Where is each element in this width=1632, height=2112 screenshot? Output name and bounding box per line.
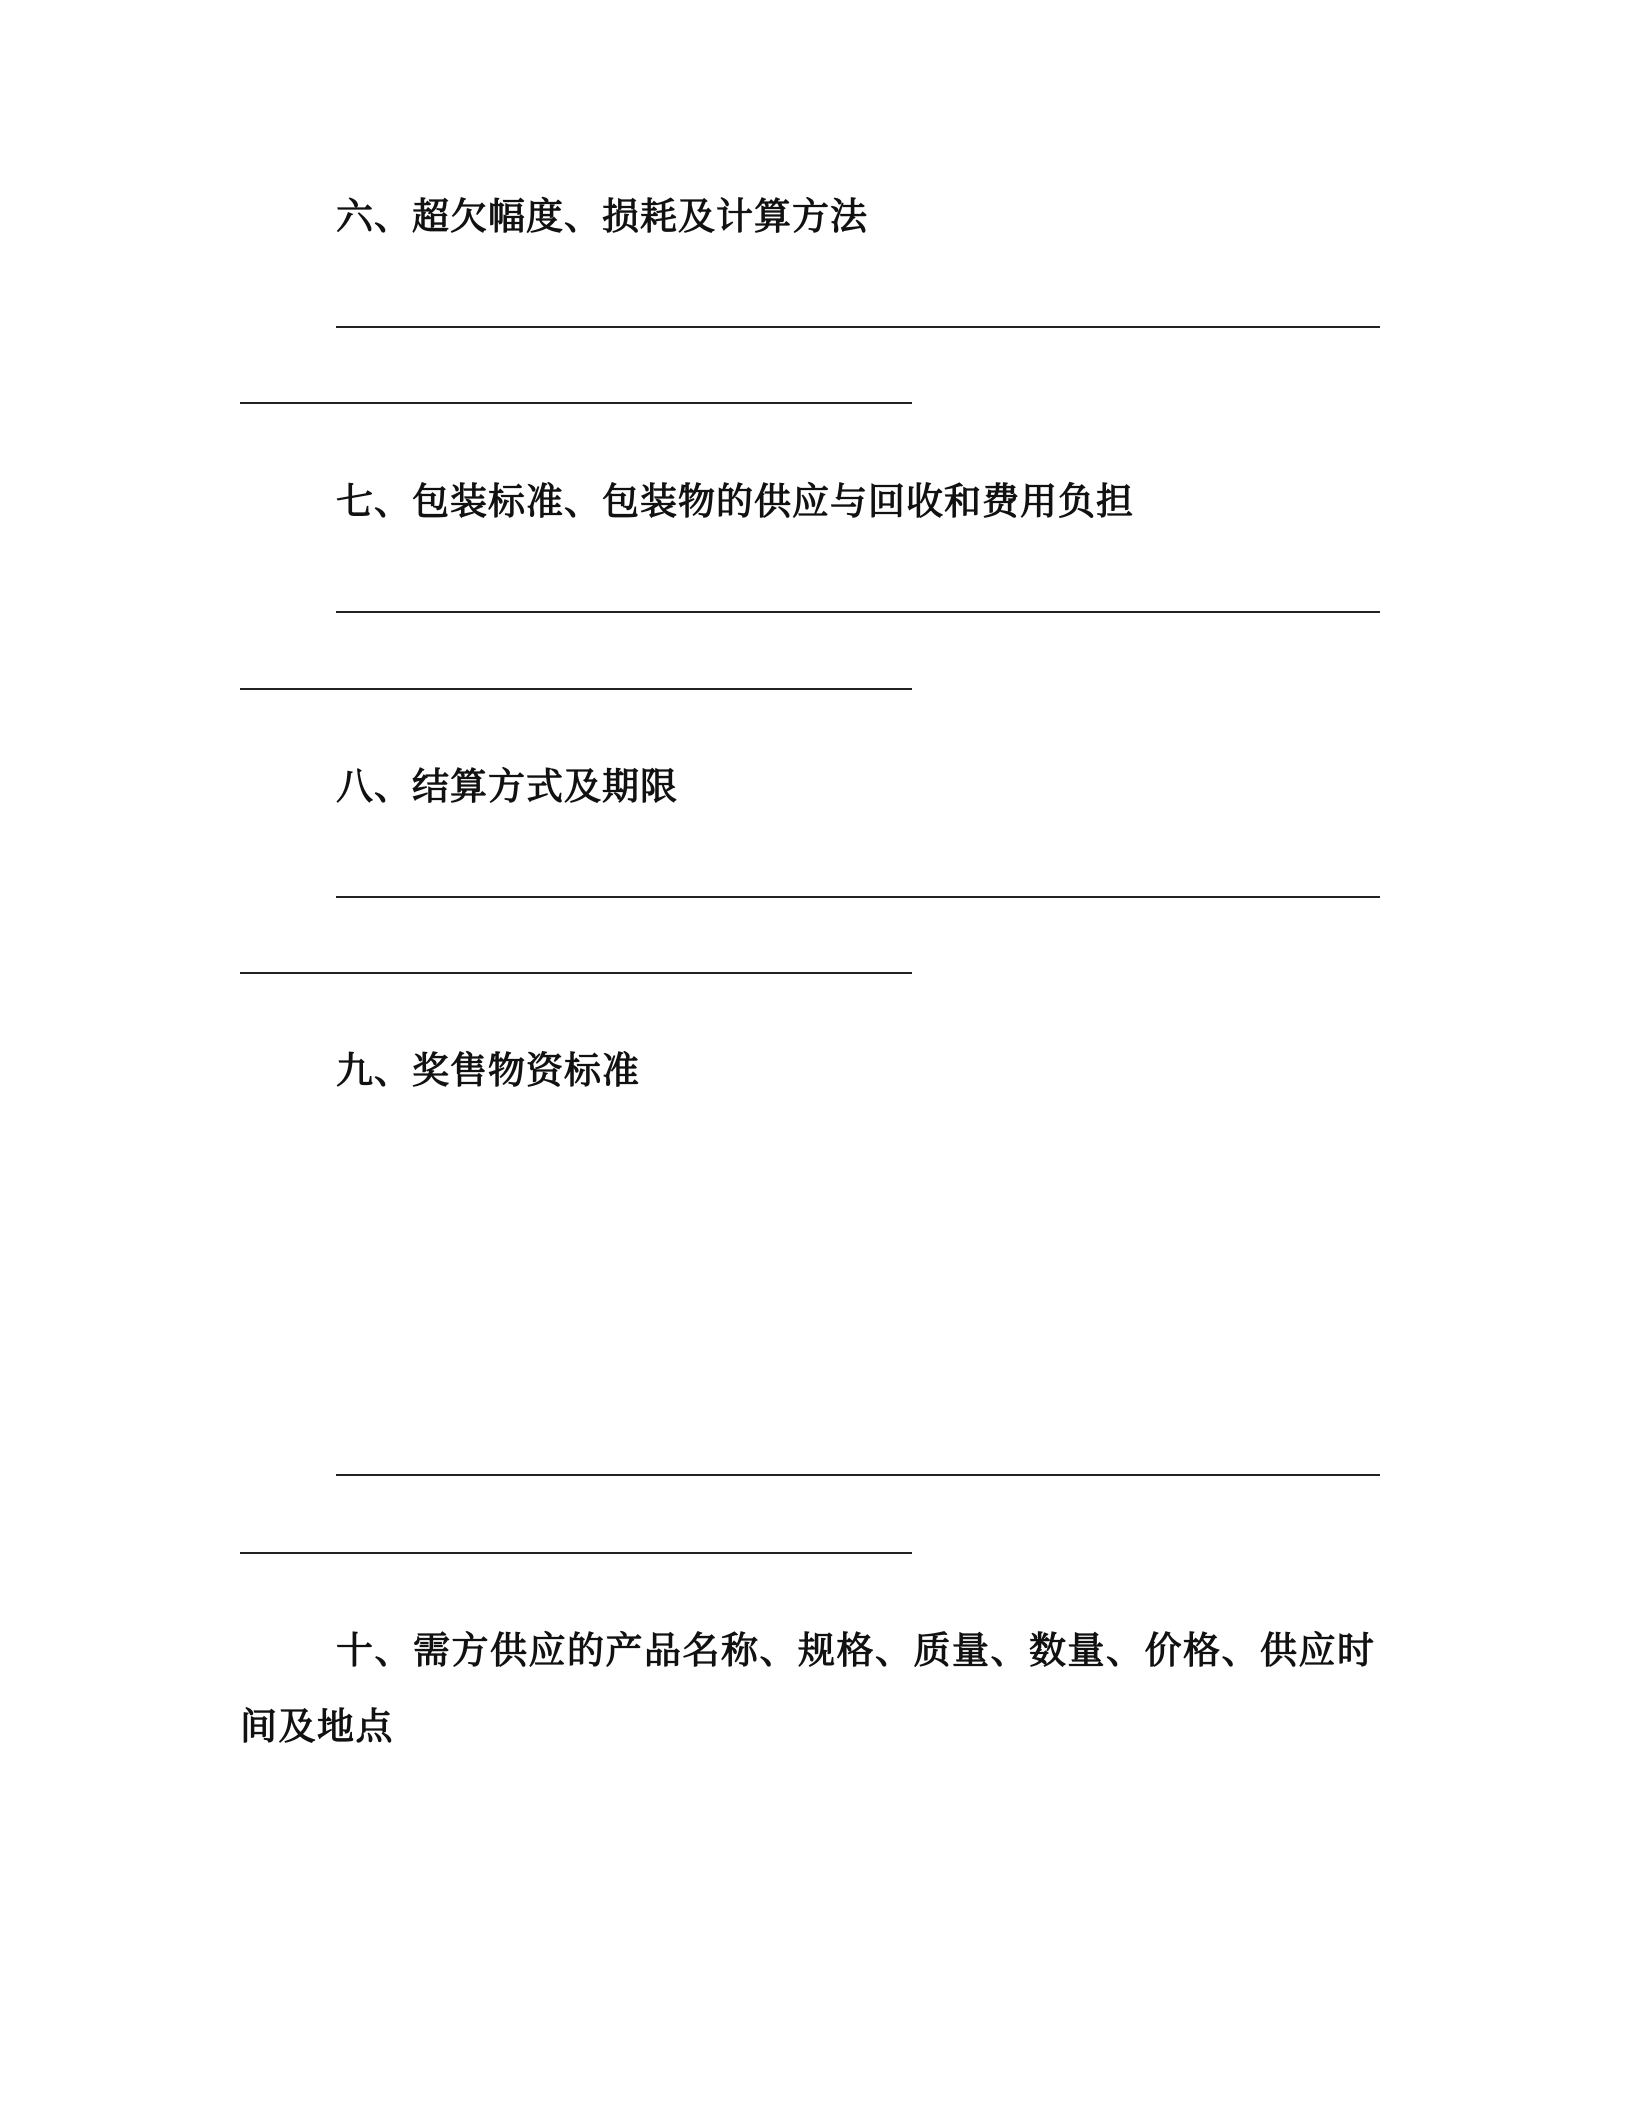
section-heading-10: 十、需方供应的产品名称、规格、质量、数量、价格、供应时间及地点: [240, 1629, 1376, 1748]
fill-in-line[interactable]: [240, 688, 912, 690]
section-heading-9: 九、奖售物资标准: [336, 1049, 640, 1092]
section-heading-7: 七、包装标准、包装物的供应与回收和费用负担: [336, 480, 1134, 523]
fill-in-line[interactable]: [336, 896, 1380, 898]
fill-in-line[interactable]: [240, 402, 912, 404]
fill-in-line[interactable]: [240, 1552, 912, 1554]
section-heading-6: 六、超欠幅度、损耗及计算方法: [336, 195, 868, 238]
fill-in-line[interactable]: [336, 611, 1380, 613]
fill-in-line[interactable]: [240, 972, 912, 974]
fill-in-line[interactable]: [336, 1474, 1380, 1476]
section-heading-8: 八、结算方式及期限: [336, 765, 678, 808]
fill-in-line[interactable]: [336, 326, 1380, 328]
